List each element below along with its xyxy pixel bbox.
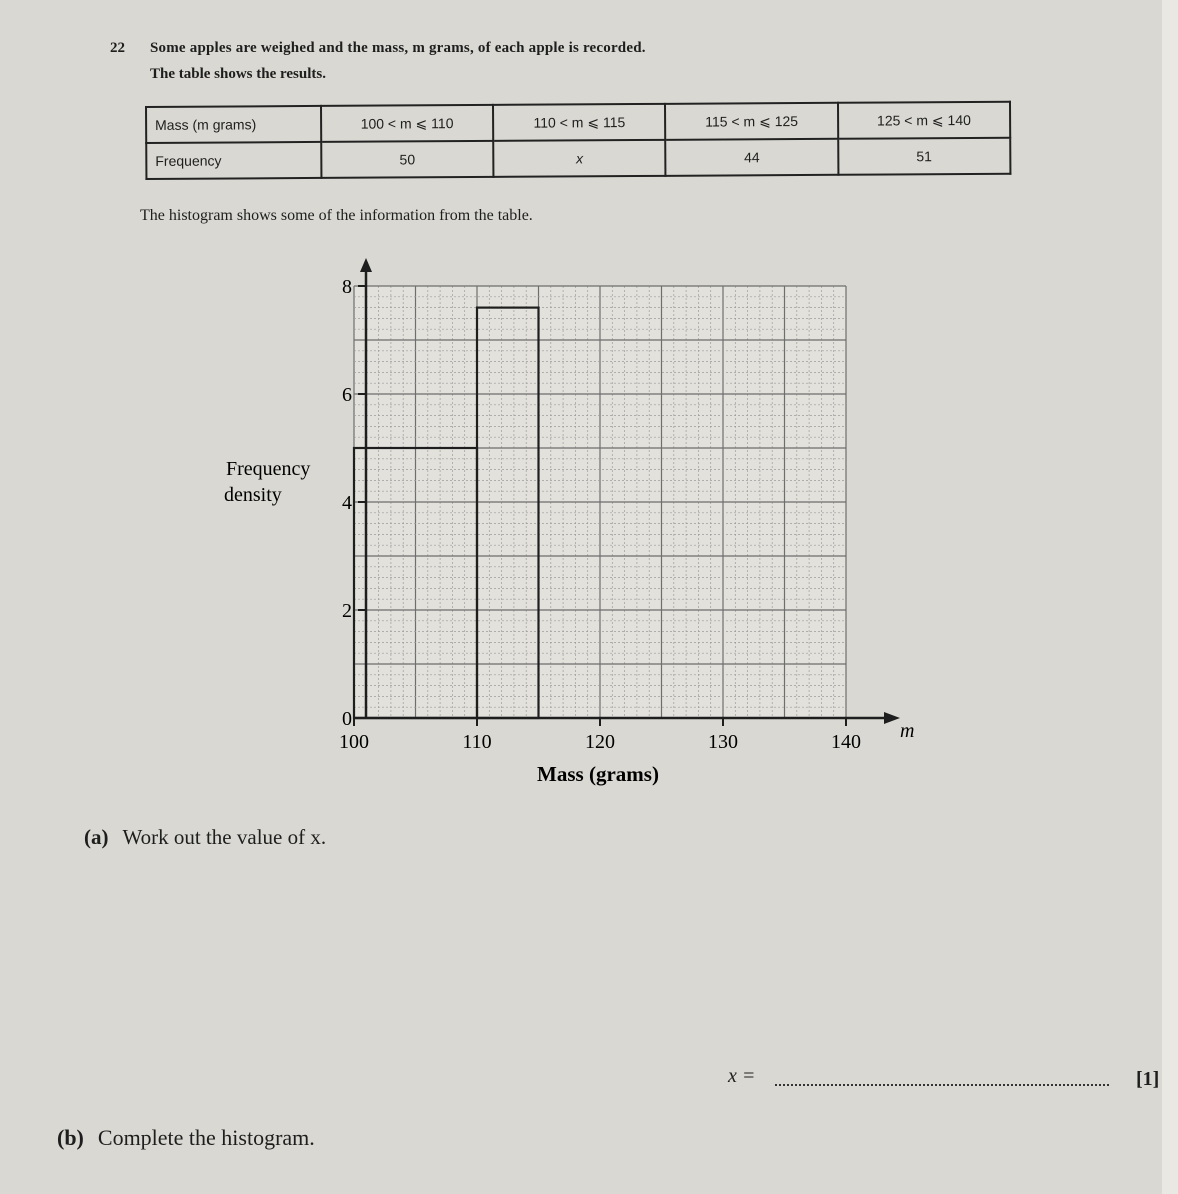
y-axis-label-line2: density bbox=[224, 484, 282, 506]
grid bbox=[354, 286, 846, 718]
table-frequency: 51 bbox=[838, 138, 1011, 175]
table-frequency: x bbox=[493, 140, 665, 177]
marks: [1] bbox=[1136, 1068, 1160, 1090]
question-subtext: The table shows the results. bbox=[150, 66, 326, 82]
question-text: Some apples are weighed and the mass, m grams, of each apple is recorded. bbox=[150, 40, 646, 56]
x-tick-label: 110 bbox=[462, 731, 492, 753]
part-b-text: Complete the histogram. bbox=[97, 1125, 315, 1150]
x-axis-label: Mass (grams) bbox=[537, 762, 659, 786]
table-interval: 100 < m ⩽ 110 bbox=[321, 105, 494, 142]
answer-field[interactable] bbox=[775, 1084, 1109, 1086]
y-axis-arrow bbox=[360, 258, 372, 272]
answer-label: x = bbox=[728, 1065, 756, 1087]
x-axis-variable: m bbox=[900, 720, 915, 742]
table-frequency: 44 bbox=[666, 139, 839, 176]
y-tick-label: 6 bbox=[342, 384, 352, 406]
y-tick-label: 4 bbox=[342, 492, 352, 514]
x-tick-label: 140 bbox=[831, 731, 861, 753]
y-tick-label: 8 bbox=[342, 276, 352, 298]
table-interval: 125 < m ⩽ 140 bbox=[838, 102, 1011, 139]
x-tick-label: 130 bbox=[708, 731, 738, 753]
table-frequency: 50 bbox=[321, 141, 494, 178]
table-interval: 115 < m ⩽ 125 bbox=[665, 103, 838, 140]
x-tick-label: 100 bbox=[339, 731, 369, 753]
table-header-mass: Mass (m grams) bbox=[146, 106, 321, 143]
part-b-label: (b) bbox=[57, 1125, 84, 1150]
y-tick-label: 2 bbox=[342, 600, 352, 622]
y-tick-label: 0 bbox=[342, 708, 352, 730]
part-a bbox=[84, 825, 326, 850]
table-interval: 110 < m ⩽ 115 bbox=[493, 104, 665, 141]
part-b bbox=[57, 1125, 315, 1151]
question-number: 22 bbox=[110, 40, 125, 56]
part-a-text: Work out the value of x. bbox=[122, 825, 327, 849]
y-axis-label-line1: Frequency bbox=[226, 458, 311, 480]
table-header-frequency: Frequency bbox=[146, 142, 321, 179]
histogram-intro: The histogram shows some of the information from the table. bbox=[140, 207, 533, 224]
x-tick-label: 120 bbox=[585, 731, 615, 753]
x-axis-arrow bbox=[884, 712, 900, 724]
part-a-label: (a) bbox=[84, 825, 109, 849]
